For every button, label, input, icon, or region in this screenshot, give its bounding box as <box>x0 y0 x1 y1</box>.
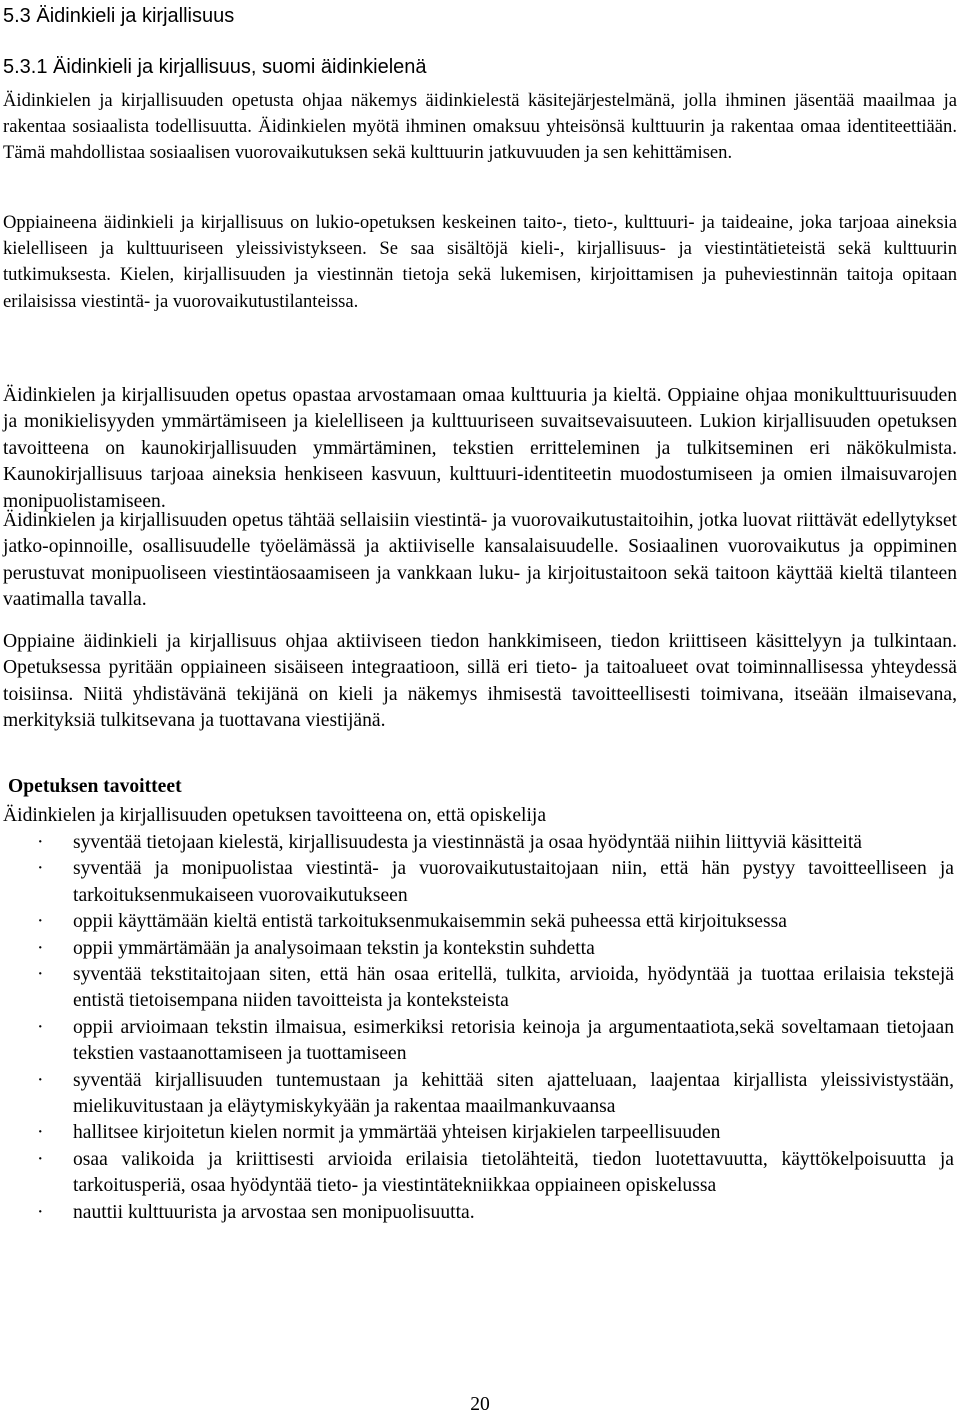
goal-text: syventää tietojaan kielestä, kirjallisuudesta ja viestinnästä ja osaa hyödyntää niihin liittyviä käsitteitä <box>73 832 862 853</box>
goals-list <box>0 830 960 1226</box>
culture-paragraph: Äidinkielen ja kirjallisuuden opetus opastaa arvostamaan omaa kulttuuria ja kieltä. Oppiaine ohjaa monikulttuurisuuden ja monikielisyyden ymmärtämiseen ja kielelliseen ja kulttuuriseen suvaitsevaisuuteen. Lukion kirjallisuuden opetuksen tavoitteena on kaunokirjallisuuden ymmärtäminen, tekstien erritteleminen ja tulkitseminen eri näkökulmista. Kaunokirjallisuus tarjoaa aineksia henkiseen kasvuun, kulttuuri-identiteetin muodostumiseen ja omien ilmaisuvarojen monipuolistamiseen. <box>3 385 957 512</box>
bullet-icon: · <box>37 858 44 880</box>
subsection-heading: 5.3.1 Äidinkieli ja kirjallisuus, suomi äidinkielenä <box>3 56 427 78</box>
section-heading: 5.3 Äidinkieli ja kirjallisuus <box>3 5 235 27</box>
list-item <box>0 936 960 962</box>
goals-intro: Äidinkielen ja kirjallisuuden opetuksen tavoitteena on, että opiskelija <box>3 805 547 826</box>
list-item <box>0 962 960 1015</box>
bullet-icon: · <box>37 1016 44 1038</box>
list-item <box>0 856 960 909</box>
bullet-icon: · <box>37 937 44 959</box>
list-item <box>0 1120 960 1146</box>
goal-text: oppii käyttämään kieltä entistä tarkoituksenmukaisemmin sekä puheessa että kirjoituksessa <box>73 911 787 933</box>
list-item <box>0 909 960 935</box>
bullet-icon: · <box>37 1069 44 1091</box>
list-item <box>0 1200 960 1226</box>
goal-text: oppii ymmärtämään ja analysoimaan tekstin ja kontekstin suhdetta <box>73 937 595 959</box>
goals-heading: Opetuksen tavoitteet <box>8 776 182 797</box>
goal-text: syventää tekstitaitojaan siten, että hän osaa eritellä, tulkita, arvioida, hyödyntää ja tuottaa erilaisia tekstejä entistä tietoisempana niiden tavoitteista ja konteksteista <box>73 964 954 1012</box>
communication-paragraph: Äidinkielen ja kirjallisuuden opetus tähtää sellaisiin viestintä- ja vuorovaikutustaitoihin, jotka luovat riittävät edellytykset jatko-opinnoille, osallisuudelle työelämässä ja aktiiviselle kansalaisuudelle. Sosiaalinen vuorovaikutus ja oppiminen perustuvat monipuoliseen viestintäosaamiseen ja vankkaan luku- ja kirjoitustaitoon sekä taitoon käyttää kieltä tilanteen vaatimalla tavalla. <box>3 510 957 611</box>
subject-paragraph: Oppiaineena äidinkieli ja kirjallisuus on lukio-opetuksen keskeinen taito-, tieto-, kulttuuri- ja taideaine, joka tarjoaa aineksia kielelliseen ja kulttuuriseen yleissivistykseen. Se saa sisältöjä kieli-, kirjallisuus- ja viestintätieteistä sekä kulttuurin tutkimuksesta. Kielen, kirjallisuuden ja viestinnän tietoja sekä lukemisen, kirjoittamisen ja puheviestinnän taitoja opitaan erilaisissa viestintä- ja vuorovaikutustilanteissa. <box>3 212 957 312</box>
page-number: 20 <box>470 1394 490 1415</box>
goal-text: syventää ja monipuolistaa viestintä- ja vuorovaikutustaitojaan niin, että hän pystyy tavoitteelliseen ja tarkoituksenmukaiseen vuorovaikutukseen <box>73 858 954 906</box>
goal-text: nauttii kulttuurista ja arvostaa sen monipuolisuutta. <box>73 1201 475 1223</box>
bullet-icon: · <box>37 1122 44 1144</box>
list-item <box>0 1147 960 1200</box>
bullet-icon: · <box>37 1201 44 1223</box>
integration-paragraph: Oppiaine äidinkieli ja kirjallisuus ohjaa aktiiviseen tiedon hankkimiseen, tiedon kriittiseen käsittelyyn ja tulkintaan. Opetuksessa pyritään oppiaineen sisäiseen integraatioon, sillä eri tieto- ja taitoalueet ovat toiminnallisessa yhteydessä toisiinsa. Niitä yhdistävänä tekijänä on kieli ja näkemys ihmisestä tavoitteellisesti toimivana, itseään ilmaisevana, merkityksiä tulkitsevana ja tuottavana viestijänä. <box>3 631 957 732</box>
goal-text: osaa valikoida ja kriittisesti arvioida erilaisia tietolähteitä, tiedon luotettavuutta, käyttökelpoisuutta ja tarkoitusperiä, osaa hyödyntää tieto- ja viestintätekniikkaa oppiaineen opiskelussa <box>73 1148 954 1197</box>
bullet-icon: · <box>37 964 44 986</box>
list-item <box>0 1015 960 1068</box>
bullet-icon: · <box>37 1148 44 1170</box>
goal-text: oppii arvioimaan tekstin ilmaisua, esimerkiksi retorisia keinoja ja argumentaatiota,sekä soveltamaan tietojaan tekstien vastaanottamiseen ja tuottamiseen <box>73 1016 954 1065</box>
goal-text: syventää kirjallisuuden tuntemustaan ja kehittää siten ajatteluaan, laajentaa kirjallista yleissivistystään, mielikuvitustaan ja eläytymiskykyään ja rakentaa maailmankuvaansa <box>73 1069 954 1118</box>
bullet-icon: · <box>37 832 44 853</box>
list-item <box>0 830 960 856</box>
list-item <box>0 1068 960 1121</box>
goal-text: hallitsee kirjoitetun kielen normit ja ymmärtää yhteisen kirjakielen tarpeellisuuden <box>73 1122 721 1144</box>
bullet-icon: · <box>37 911 44 933</box>
intro-paragraph: Äidinkielen ja kirjallisuuden opetusta ohjaa näkemys äidinkielestä käsitejärjestelmänä, jolla ihminen jäsentää maailmaa ja rakentaa sosiaalista todellisuutta. Äidinkielen myötä ihminen omaksuu yhteisönsä kulttuurin ja rakentaa omaa identiteettiään. Tämä mahdollistaa sosiaalisen vuorovaikutuksen sekä kulttuurin jatkuvuuden ja sen kehittämisen. <box>3 90 957 164</box>
